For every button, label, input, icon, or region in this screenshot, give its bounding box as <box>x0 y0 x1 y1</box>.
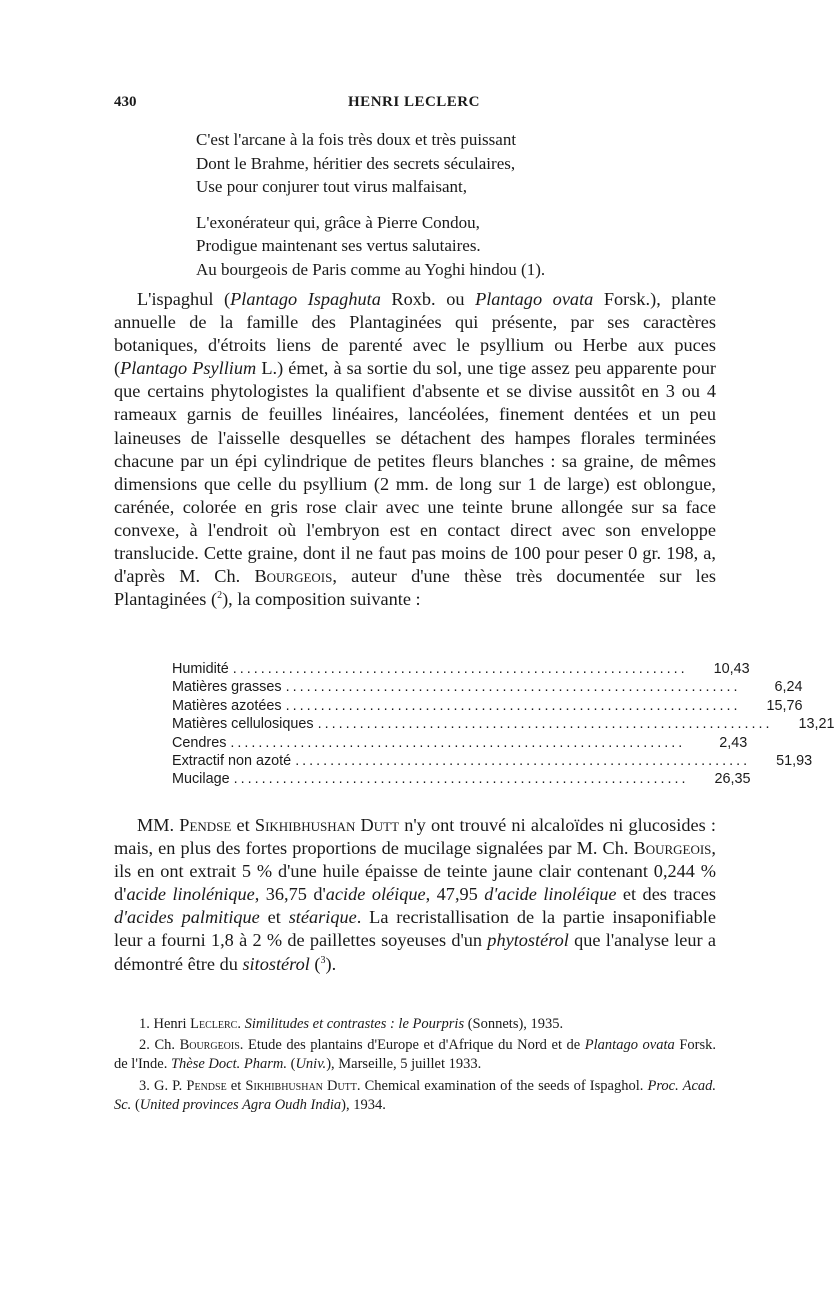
author-name: Bourgeois <box>179 1037 240 1054</box>
text-run: et <box>259 907 289 928</box>
text-run-italic: d'acides palmitique <box>114 907 260 928</box>
text-run: . <box>237 1016 245 1032</box>
text-run-italic: acide oléique <box>325 884 426 905</box>
text-run: 1. Henri <box>139 1016 191 1032</box>
footnote-2 <box>114 1036 716 1074</box>
text-run: L.) émet, à sa sortie du sol, une tige assez peu apparente pour que certains phytologistes la qualifient d'absente et se divise aussitôt en 3 ou 4 rameaux garnis de feuilles linéaires, lancéolées, finement dentées et un peu laineuses de l'aisselle desquelles se détachent des hampes florales terminées chacune par un épi cylindrique de petites fleurs blanches : sa graine, de mêmes dimensions que celle du psyllium (2 mm. de long sur 1 de large) est oblongue, carénée, colorée en gris rose clair avec une teinte brune allongée sur sa face convexe, à l'endroit où l'embryon est en contact direct avec son enveloppe translucide. Cette graine, dont il ne faut pas moins de 100 pour peser 0 gr. 198, a, d'après M. Ch. <box>114 358 717 587</box>
title-italic: Univ. <box>295 1056 327 1073</box>
text-run: Forsk.), plante annuelle de la famille des Plantaginées qui présente, par ses caractères botaniques, d'étroits liens de parenté avec le psyllium ou Herbe aux puces ( <box>114 289 717 379</box>
page-number: 430 <box>114 94 137 110</box>
text-run: , auteur d'une thèse très documentée sur les Plantaginées ( <box>114 566 716 610</box>
author-name: Bourgeois <box>633 838 712 859</box>
component-value: 13,21 <box>798 716 834 733</box>
footnotes <box>114 1015 716 1117</box>
component-label: Matières azotées <box>172 697 282 714</box>
component-value: 2,43 <box>719 734 748 751</box>
running-title: HENRI LECLERC <box>348 94 480 110</box>
text-run-italic: Plantago ovata <box>475 289 594 309</box>
text-run: L'ispaghul ( <box>137 289 231 309</box>
title-italic: Plantago ovata <box>584 1037 675 1054</box>
text-run: ), Marseille, 5 juillet 1933. <box>326 1056 482 1073</box>
title-italic: Similitudes et contrastes : le Pourpris <box>244 1016 465 1032</box>
text-run: MM. <box>137 815 180 835</box>
component-label: Extractif non azoté <box>172 753 292 770</box>
component-label: Cendres <box>172 734 227 751</box>
title-italic: Thèse Doct. Pharm. <box>170 1056 287 1073</box>
text-run: , 36,75 d' <box>254 884 326 905</box>
author-name: Pendse <box>186 1077 227 1094</box>
poem-line: Dont le Brahme, héritier des secrets séculaires, <box>196 153 516 173</box>
poem-line: C'est l'arcane à la fois très doux et très puissant <box>196 130 517 149</box>
text-run-italic: stéarique <box>288 907 357 928</box>
component-value: 15,76 <box>766 697 803 714</box>
text-run: n'y ont trouvé ni alcaloïdes ni glucosides : mais, en plus des fortes proportions de mucilage signalées par M. Ch. <box>114 815 716 859</box>
text-run: . Etude des plantains d'Europe et d'Afrique du Nord et de <box>239 1037 585 1054</box>
text-run: et des traces <box>616 884 716 905</box>
author-name: Sikhibhushan Dutt <box>245 1077 357 1094</box>
author-name: Sikhibhushan Dutt <box>254 815 400 835</box>
footnote-ref[interactable]: 3 <box>320 954 326 966</box>
paragraph-ispaghul <box>114 288 716 611</box>
composition-row: Mucilage ................................................................. 26,35 <box>172 771 751 788</box>
footnote-ref[interactable]: 2 <box>217 590 223 602</box>
text-run-italic: d'acide linoléique <box>484 884 617 905</box>
text-run: , ils en ont extrait 5 % d'une huile épaisse de teinte jaune clair contenant 0,244 % d' <box>114 838 716 905</box>
component-value: 26,35 <box>714 771 751 788</box>
author-name: Bourgeois <box>254 566 333 587</box>
text-run: , 47,95 <box>425 884 485 905</box>
text-run: . La recristallisation de la partie insaponifiable leur a fourni 1,8 à 2 % de paillettes soyeuses d'un <box>114 907 716 951</box>
composition-row: Extractif non azoté ................................................................. 51,93 <box>172 753 813 770</box>
text-run: ), la composition suivante : <box>222 589 421 610</box>
text-run: ( <box>131 1096 140 1113</box>
component-label: Humidité <box>172 661 229 677</box>
text-run: . Chemical examination of the seeds of Ispaghol. <box>356 1077 648 1094</box>
text-run: 3. G. P. <box>139 1077 187 1094</box>
composition-table <box>172 660 834 789</box>
text-run: et <box>226 1077 246 1094</box>
composition-row: Cendres ................................................................. 2,43 <box>172 734 748 751</box>
text-run: 2. Ch. <box>139 1037 180 1054</box>
title-italic: United provinces Agra Oudh India <box>139 1096 342 1113</box>
text-run: et <box>231 815 255 835</box>
poem-line: Au bourgeois de Paris comme au Yoghi hindou (1). <box>196 259 546 279</box>
author-name: Pendse <box>179 815 232 835</box>
text-run: ( <box>286 1056 296 1073</box>
author-name: Leclerc <box>190 1016 238 1032</box>
component-label: Mucilage <box>172 771 230 788</box>
text-run: ), 1934. <box>341 1096 386 1113</box>
component-value: 6,24 <box>774 679 803 696</box>
text-run-italic: sitostérol <box>242 953 310 974</box>
paragraph-analysis <box>114 814 716 976</box>
composition-row: Matières azotées ................................................................. 15,76 <box>172 697 803 714</box>
text-run: que l'analyse leur a démontré être du <box>114 930 717 974</box>
component-label: Matières grasses <box>172 679 282 696</box>
poem-line: Prodigue maintenant ses vertus salutaires. <box>196 236 481 255</box>
component-label: Matières cellulosiques <box>172 716 314 733</box>
text-run-italic: Plantago Ispaghuta <box>230 289 381 309</box>
poem-line: Use pour conjurer tout virus malfaisant, <box>196 177 467 196</box>
footnote-3 <box>114 1077 716 1115</box>
text-run: (Sonnets), 1935. <box>464 1016 564 1032</box>
poem-line: L'exonérateur qui, grâce à Pierre Condou, <box>196 212 480 232</box>
text-run: ). <box>325 953 337 974</box>
text-run: ( <box>309 953 321 974</box>
text-run-italic: acide linolénique <box>126 884 255 905</box>
text-run-italic: Plantago Psyllium <box>120 358 257 379</box>
poem-stanza <box>196 128 545 281</box>
component-value: 51,93 <box>776 753 813 770</box>
component-value: 10,43 <box>713 661 750 677</box>
text-run: Forsk. de l'Inde. <box>114 1037 716 1073</box>
composition-row: Matières cellulosiques ................................................................. 13,21 <box>172 716 834 733</box>
footnote-1 <box>114 1015 716 1034</box>
title-italic: Proc. Acad. Sc. <box>114 1077 717 1113</box>
text-run-italic: phytostérol <box>487 930 569 951</box>
page-header <box>114 94 714 118</box>
text-run: Roxb. ou <box>380 289 476 309</box>
composition-row: Humidité ................................................................. 10,43 <box>172 661 750 677</box>
composition-row: Matières grasses ................................................................. 6,24 <box>172 679 803 696</box>
